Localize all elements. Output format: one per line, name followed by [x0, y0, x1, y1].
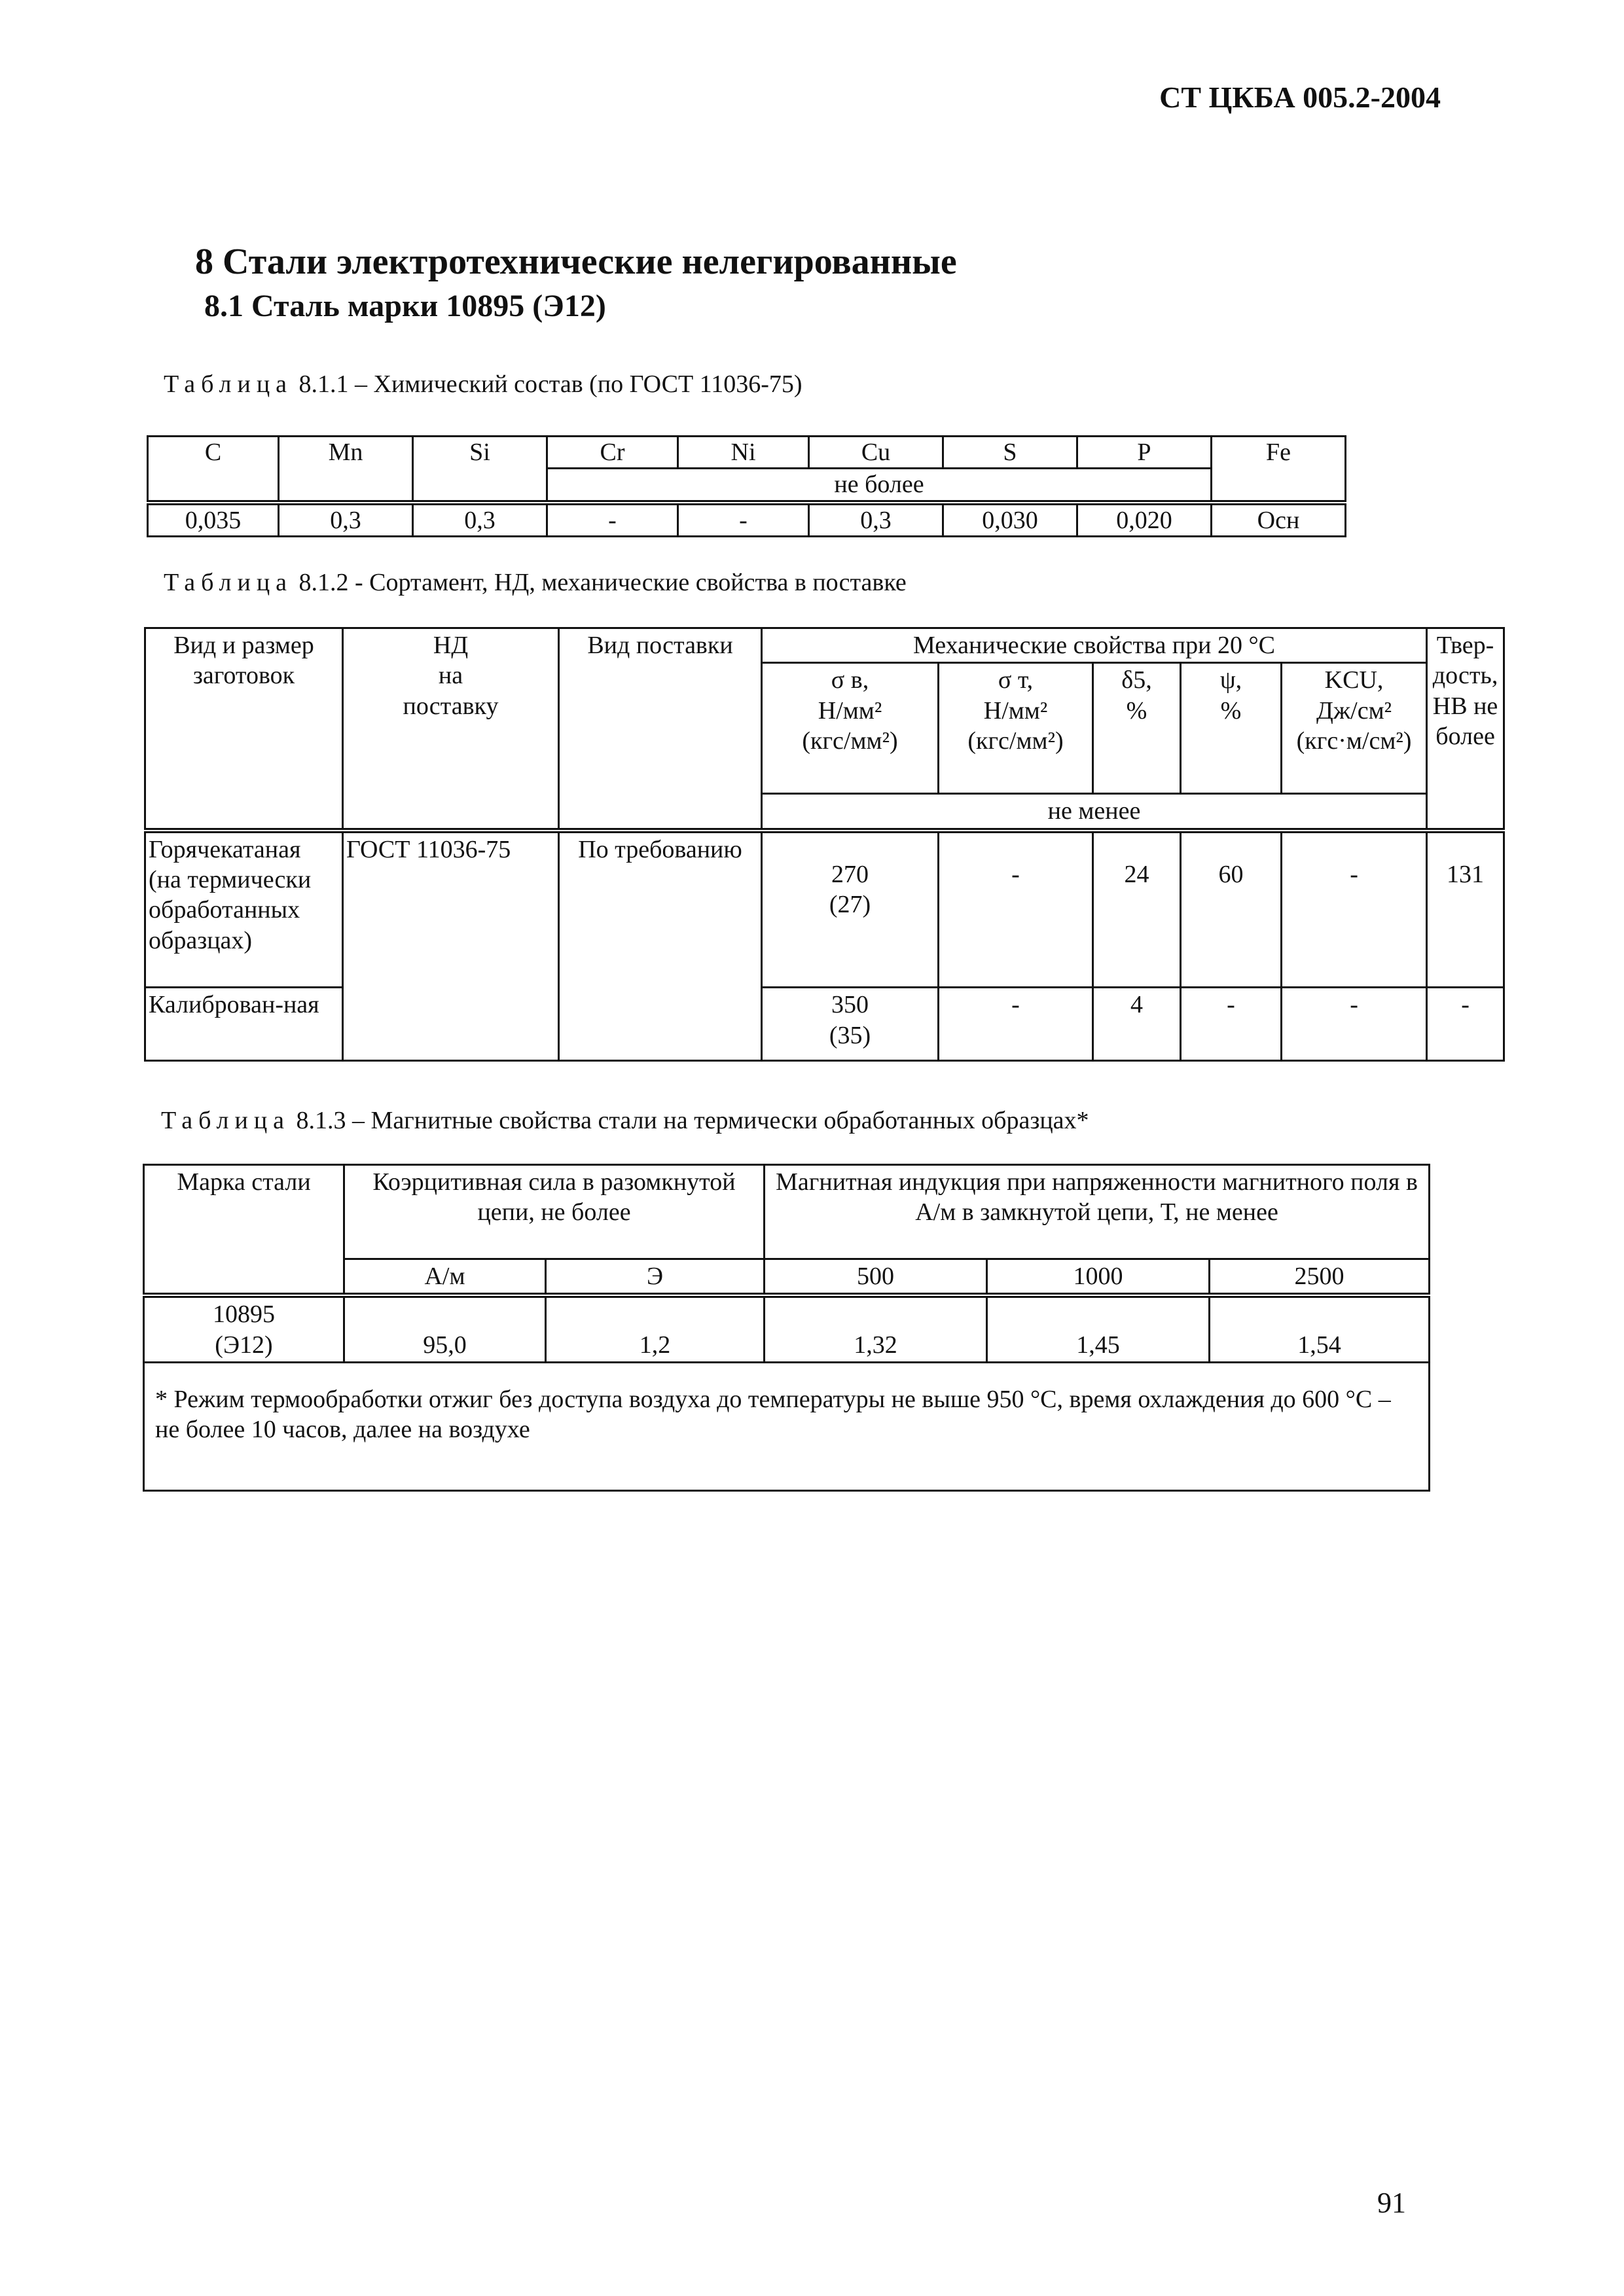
header-unit-am: А/м	[344, 1259, 546, 1296]
row2-sigma-b-value: 350	[831, 991, 869, 1019]
elongation-symbol: δ5,	[1121, 666, 1152, 694]
header-fe: Fe	[1212, 437, 1346, 503]
impact-unit-alt: (кгс·м/см²)	[1296, 727, 1412, 755]
header-cr: Cr	[547, 437, 678, 469]
header-reduction	[1181, 663, 1282, 794]
chemical-composition-table	[147, 435, 1346, 537]
header-coercive-force: Коэрцитивная сила в разомкнутой цепи, не более	[344, 1165, 765, 1259]
heat-treatment-note: * Режим термообработки отжиг без доступа воздуха до температуры не выше 950 °С, время охлаждения до 600 °С – не более 10 часов, далее на воздухе	[144, 1363, 1430, 1491]
value-mn: 0,3	[279, 503, 413, 537]
header-nd	[343, 628, 559, 831]
table1-caption-prefix: Таблица	[164, 370, 293, 398]
value-p: 0,020	[1077, 503, 1212, 537]
row1-sigma-b	[762, 831, 939, 988]
grade-alt: (Э12)	[215, 1331, 273, 1359]
value-c: 0,035	[148, 503, 279, 537]
value-am: 95,0	[344, 1295, 546, 1362]
value-si: 0,3	[413, 503, 547, 537]
header-sigma-b	[762, 663, 939, 794]
header-blank-kind: Вид и размер заготовок	[145, 628, 343, 831]
table3-caption	[161, 1106, 1089, 1135]
header-ni: Ni	[678, 437, 809, 469]
row2-hardness: -	[1427, 988, 1504, 1061]
value-cu: 0,3	[809, 503, 943, 537]
table3-caption-text: 8.1.3 – Магнитные свойства стали на термически обработанных образцах*	[290, 1107, 1089, 1134]
row1-impact: -	[1282, 831, 1427, 988]
value-ni: -	[678, 503, 809, 537]
header-supply-kind: Вид поставки	[559, 628, 762, 831]
value-cr: -	[547, 503, 678, 537]
header-sigma-t	[939, 663, 1093, 794]
header-field-2500: 2500	[1210, 1259, 1430, 1296]
row2-kind: Калиброван-ная	[145, 988, 343, 1061]
header-hardness: Твер-дость, НВ не более	[1427, 628, 1504, 831]
header-field-1000: 1000	[987, 1259, 1210, 1296]
table1-caption	[164, 370, 803, 399]
sigma-b-unit-alt: (кгс/мм²)	[802, 727, 898, 755]
table1-caption-text: 8.1.1 – Химический состав (по ГОСТ 11036-75)	[293, 370, 803, 398]
header-mn: Mn	[279, 437, 413, 503]
value-500: 1,32	[765, 1295, 987, 1362]
row1-supply: По требованию	[559, 831, 762, 1061]
row1-reduction: 60	[1181, 831, 1282, 988]
header-elongation	[1093, 663, 1181, 794]
row2-elongation: 4	[1093, 988, 1181, 1061]
document-code: СТ ЦКБА 005.2-2004	[1159, 81, 1441, 114]
section-title: 8 Стали электротехнические нелегированные	[195, 242, 957, 282]
row1-elongation: 24	[1093, 831, 1181, 988]
header-min-note: не менее	[762, 794, 1427, 831]
header-unit-oe: Э	[546, 1259, 765, 1296]
reduction-unit: %	[1220, 696, 1242, 725]
table2-caption	[164, 568, 907, 597]
header-cu: Cu	[809, 437, 943, 469]
sigma-t-symbol: σ т,	[998, 666, 1034, 694]
header-nd-line1: НД	[433, 632, 469, 659]
magnetic-properties-table	[143, 1164, 1430, 1492]
header-magnetic-induction: Магнитная индукция при напряженности магнитного поля в А/м в замкнутой цепи, Т, не менее	[765, 1165, 1430, 1259]
sigma-b-symbol: σ в,	[831, 666, 869, 694]
sigma-t-unit: Н/мм²	[983, 696, 1048, 725]
value-2500: 1,54	[1210, 1295, 1430, 1362]
header-c: С	[148, 437, 279, 503]
row1-sigma-t: -	[939, 831, 1093, 988]
value-1000: 1,45	[987, 1295, 1210, 1362]
header-field-500: 500	[765, 1259, 987, 1296]
value-fe: Осн	[1212, 503, 1346, 537]
row1-sigma-b-value: 270	[831, 860, 869, 888]
row1-hardness: 131	[1427, 831, 1504, 988]
table2-caption-text: 8.1.2 - Сортамент, НД, механические свойства в поставке	[293, 569, 907, 596]
sigma-t-unit-alt: (кгс/мм²)	[967, 727, 1064, 755]
row2-sigma-b-alt: (35)	[829, 1021, 871, 1049]
row1-kind: Горячекатаная (на термически обработанных образцах)	[145, 831, 343, 988]
header-si: Si	[413, 437, 547, 503]
header-p: P	[1077, 437, 1212, 469]
page-number: 91	[1377, 2187, 1406, 2219]
header-mechanical-properties: Механические свойства при 20 °С	[762, 628, 1427, 663]
grade-code: 10895	[213, 1300, 275, 1329]
table3-caption-prefix: Таблица	[161, 1107, 291, 1134]
value-s: 0,030	[943, 503, 1077, 537]
row1-sigma-b-alt: (27)	[829, 891, 871, 919]
header-nd-line3: поставку	[403, 692, 499, 720]
row2-sigma-b	[762, 988, 939, 1061]
table2-caption-prefix: Таблица	[164, 569, 293, 596]
row1-nd: ГОСТ 11036-75	[343, 831, 559, 1061]
elongation-unit: %	[1126, 696, 1147, 725]
sigma-b-unit: Н/мм²	[818, 696, 882, 725]
header-s: S	[943, 437, 1077, 469]
header-nd-line2: на	[438, 662, 463, 690]
reduction-symbol: ψ,	[1219, 666, 1242, 694]
mechanical-properties-table	[144, 627, 1505, 1062]
impact-symbol: KCU,	[1324, 666, 1384, 694]
header-max-note: не более	[547, 469, 1212, 503]
value-oe: 1,2	[546, 1295, 765, 1362]
row2-reduction: -	[1181, 988, 1282, 1061]
section-subtitle: 8.1 Сталь марки 10895 (Э12)	[204, 289, 606, 323]
grade-cell	[144, 1295, 344, 1362]
impact-unit: Дж/см²	[1316, 696, 1392, 725]
header-impact	[1282, 663, 1427, 794]
header-steel-grade: Марка стали	[144, 1165, 344, 1296]
row2-sigma-t: -	[939, 988, 1093, 1061]
row2-impact: -	[1282, 988, 1427, 1061]
